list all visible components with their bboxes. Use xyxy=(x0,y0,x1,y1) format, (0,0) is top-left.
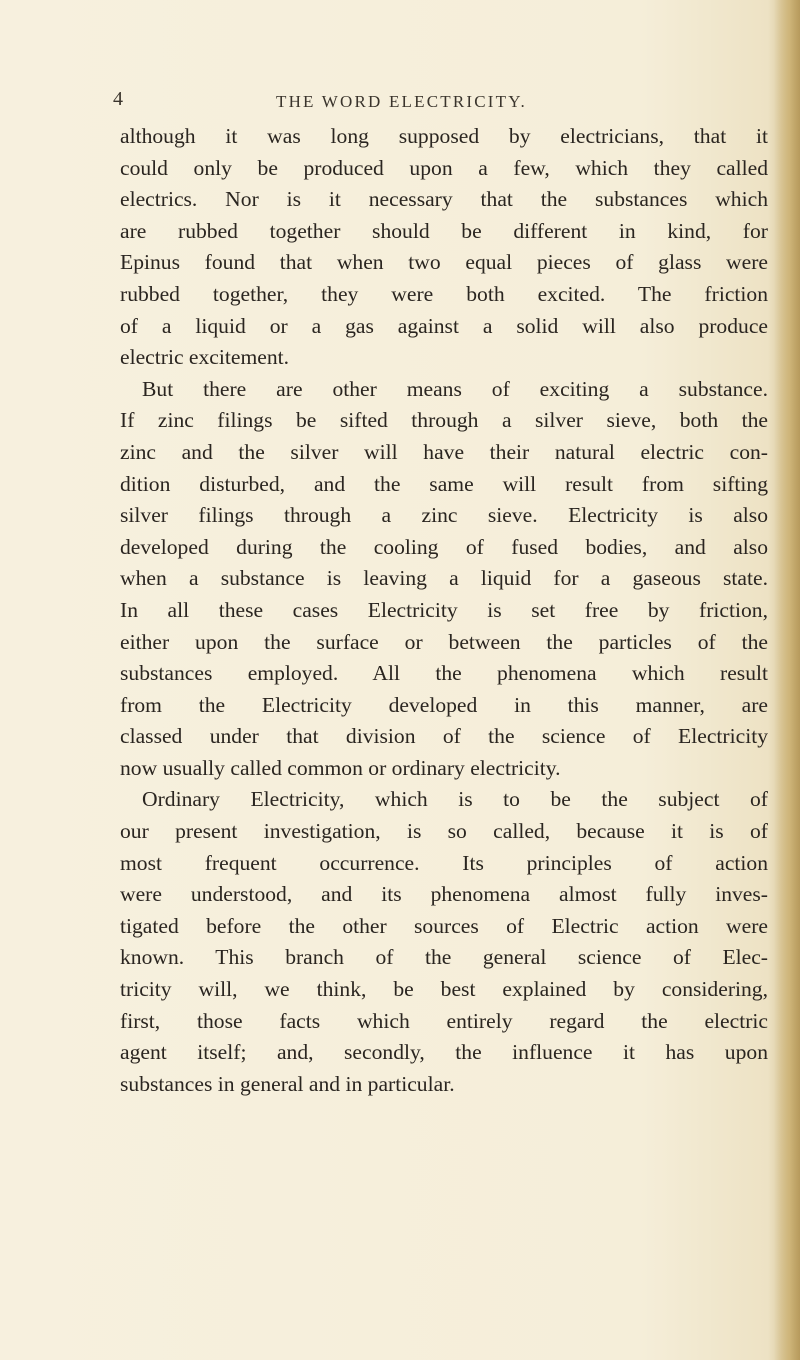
text-line: silver filings through a zinc sieve. Electricity is also xyxy=(120,503,768,528)
text-line: from the Electricity developed in this manner, are xyxy=(120,692,768,717)
text-line: zinc and the silver will have their natural electric con- xyxy=(120,439,768,464)
text-line: most frequent occurrence. Its principles of action xyxy=(120,850,768,875)
text-line: although it was long supposed by electricians, that it xyxy=(120,124,768,148)
text-line: electrics. Nor is it necessary that the substances which xyxy=(120,187,768,212)
text-line: were understood, and its phenomena almost fully inves- xyxy=(120,882,768,907)
body-text xyxy=(120,121,768,1100)
text-line: substances in general and in particular. xyxy=(120,1071,455,1096)
text-line: classed under that division of the science of Electricity xyxy=(120,724,768,749)
text-line: of a liquid or a gas against a solid will also produce xyxy=(120,313,768,338)
page-number: 4 xyxy=(113,88,123,110)
text-line: when a substance is leaving a liquid for a gaseous state. xyxy=(120,566,768,591)
text-line: If zinc filings be sifted through a silver sieve, both the xyxy=(120,408,768,433)
text-line: But there are other means of exciting a substance. xyxy=(142,376,768,401)
running-head: THE WORD ELECTRICITY. xyxy=(276,92,527,111)
text-line: our present investigation, is so called, because it is of xyxy=(120,819,768,844)
text-line: rubbed together, they were both excited. The friction xyxy=(120,281,768,306)
text-line: could only be produced upon a few, which they called xyxy=(120,155,768,180)
text-line: now usually called common or ordinary electricity. xyxy=(120,755,561,780)
text-line: electric excitement. xyxy=(120,345,290,370)
text-line: Ordinary Electricity, which is to be the subject of xyxy=(142,787,768,812)
text-line: tigated before the other sources of Electric action were xyxy=(120,913,768,938)
text-line: either upon the surface or between the particles of the xyxy=(120,629,768,654)
page-header xyxy=(0,88,800,118)
text-line: agent itself; and, secondly, the influence it has upon xyxy=(120,1040,768,1065)
text-line: In all these cases Electricity is set free by friction, xyxy=(120,597,768,622)
text-line: are rubbed together should be different in kind, for xyxy=(120,218,768,243)
text-line: substances employed. All the phenomena which result xyxy=(120,661,768,686)
text-line: developed during the cooling of fused bodies, and also xyxy=(120,534,768,559)
text-line: Epinus found that when two equal pieces of glass were xyxy=(120,250,768,275)
text-line: dition disturbed, and the same will result from sifting xyxy=(120,471,768,496)
text-line: first, those facts which entirely regard the electric xyxy=(120,1008,768,1033)
page-edge-discoloration xyxy=(774,0,800,1360)
text-line: known. This branch of the general science of Elec- xyxy=(120,945,768,970)
text-line: tricity will, we think, be best explained by considering, xyxy=(120,977,768,1002)
